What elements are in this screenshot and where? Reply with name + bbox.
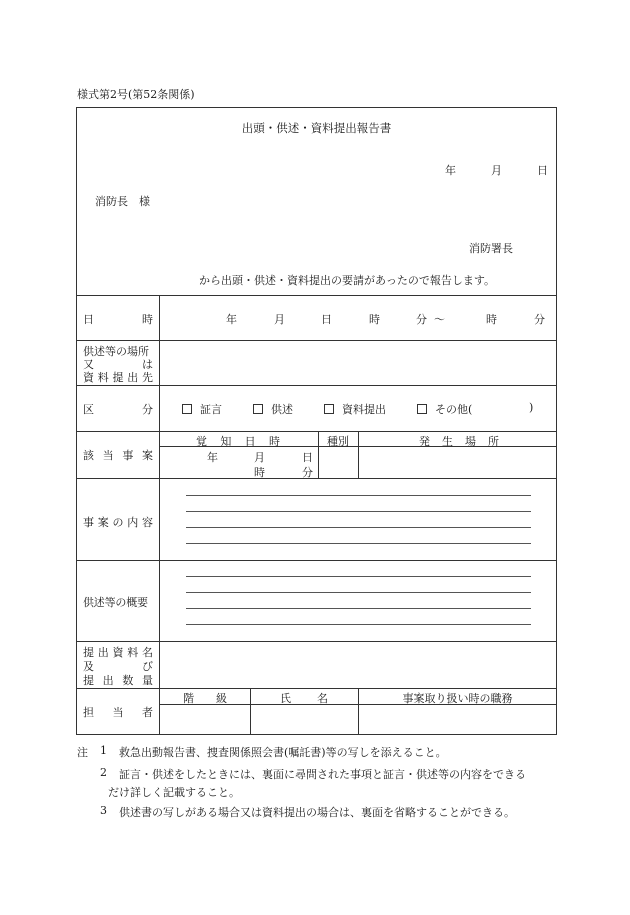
checkbox-icon: [182, 404, 192, 414]
checkbox-icon: [417, 404, 427, 414]
place-label-line1: 供述等の場所: [83, 345, 149, 358]
summary-write-line[interactable]: [186, 608, 531, 609]
summary-write-line[interactable]: [186, 576, 531, 577]
summary-label: 供述等の概要: [83, 596, 148, 609]
content-write-line[interactable]: [186, 527, 531, 528]
summary-write-line[interactable]: [186, 624, 531, 625]
date-line: 年 月 日: [445, 164, 548, 177]
note-2-text: 証言・供述をしたときには、裏面に尋問された事項と証言・供述等の内容をできる: [119, 768, 526, 781]
form-title: 出頭・供述・資料提出報告書: [241, 121, 392, 135]
case-minute-unit: 分: [302, 466, 313, 479]
request-statement: から出頭・供述・資料提出の要請があったので報告します。: [199, 274, 496, 287]
case-label: 該 当 事 案: [83, 449, 153, 462]
sender: 消防署長: [469, 242, 513, 255]
category-option-other[interactable]: その他(: [417, 401, 472, 417]
content-label: 事 案 の 内 容: [83, 516, 153, 529]
note-2-text-cont: だけ詳しく記載すること。: [108, 786, 240, 799]
datetime-end-hour-unit: 時: [486, 313, 497, 326]
case-hour-unit: 時: [254, 466, 265, 479]
datetime-range-tilde: 〜: [434, 313, 445, 326]
person-col-duty-header: 事案取り扱い時の職務: [402, 692, 513, 705]
category-other-close-paren: ): [529, 401, 534, 414]
category-label: 区 分: [83, 403, 153, 416]
datetime-hour-unit: 時: [369, 313, 380, 326]
datetime-label: 日 時: [83, 313, 153, 326]
person-label: 担 当 者: [83, 706, 153, 719]
person-col-name-header: 氏 名: [280, 692, 328, 705]
category-option-testimony[interactable]: 証言: [182, 401, 222, 417]
place-label-line3: 資 料 提 出 先: [83, 371, 153, 384]
datetime-day-unit: 日: [321, 313, 332, 326]
form-number: 様式第2号(第52条関係): [77, 88, 195, 101]
checkbox-icon: [324, 404, 334, 414]
materials-label-line3: 提 出 数 量: [83, 674, 153, 687]
datetime-end-minute-unit: 分: [534, 313, 545, 326]
case-col-type-header: 種別: [327, 435, 349, 448]
materials-label-line2: 及 び: [83, 660, 153, 673]
case-month-unit: 月: [254, 451, 265, 464]
case-day-unit: 日: [302, 451, 313, 464]
note-2-number: 2: [100, 766, 107, 779]
checkbox-icon: [253, 404, 263, 414]
content-write-line[interactable]: [186, 543, 531, 544]
summary-write-line[interactable]: [186, 592, 531, 593]
note-1-text: 救急出動報告書、捜査関係照会書(嘱託書)等の写しを添えること。: [119, 746, 447, 759]
note-3-number: 3: [100, 804, 107, 817]
note-3-text: 供述書の写しがある場合又は資料提出の場合は、裏面を省略することができる。: [119, 806, 515, 819]
category-option-materials[interactable]: 資料提出: [324, 401, 386, 417]
addressee: 消防長 様: [95, 195, 150, 208]
datetime-minute-unit: 分: [416, 313, 427, 326]
case-col-awareness-header: 覚 知 日 時: [196, 435, 280, 448]
case-col-location-header: 発 生 場 所: [419, 435, 499, 448]
person-col-rank-header: 階 級: [183, 692, 227, 705]
content-write-line[interactable]: [186, 495, 531, 496]
datetime-year-unit: 年: [226, 313, 237, 326]
case-year-unit: 年: [207, 451, 218, 464]
place-label-line2: 又 は: [83, 358, 153, 371]
datetime-month-unit: 月: [274, 313, 285, 326]
category-option-statement[interactable]: 供述: [253, 401, 293, 417]
content-write-line[interactable]: [186, 511, 531, 512]
materials-label-line1: 提 出 資 料 名: [83, 646, 153, 659]
notes-prefix: 注: [77, 746, 88, 759]
note-1-number: 1: [100, 744, 107, 757]
